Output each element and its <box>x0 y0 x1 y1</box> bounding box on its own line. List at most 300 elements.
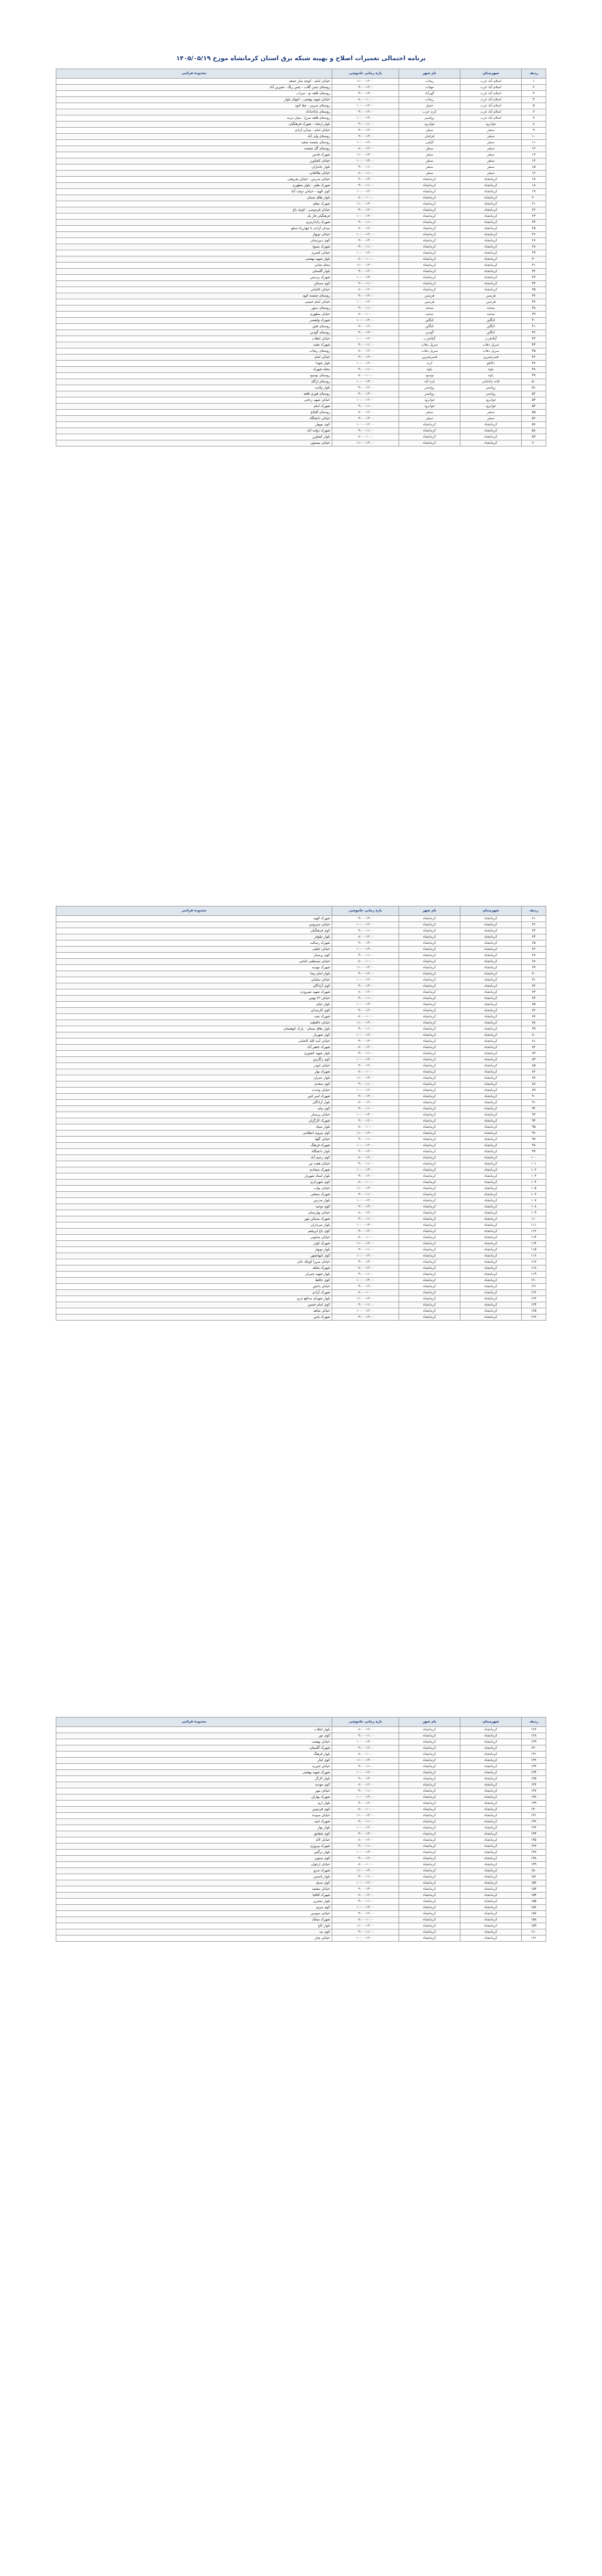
outage-time-cell: ۰۹:۰۰-۱۱:۰۰ <box>332 1051 399 1057</box>
row-number-cell: ۸۷ <box>522 1075 546 1081</box>
county-cell: کرمانشاه <box>460 195 522 201</box>
table-body <box>56 1727 546 1942</box>
row-number-cell: ۶ <box>522 109 546 115</box>
area-cell: خیابان بنفشه <box>56 1886 332 1893</box>
row-number-cell: ۲۰ <box>522 195 546 201</box>
row-number-cell: ۳۶ <box>522 293 546 299</box>
county-cell: کرمانشاه <box>460 1229 522 1235</box>
county-cell: سرپل ذهاب <box>460 348 522 355</box>
county-cell: کرمانشاه <box>460 1032 522 1039</box>
row-number-cell: ۱۴۴ <box>522 1831 546 1837</box>
table-row <box>56 355 546 361</box>
row-number-cell: ۴۵ <box>522 348 546 355</box>
row-number-cell: ۸۴ <box>522 1057 546 1063</box>
city-cell: کرمانشاه <box>399 1198 460 1204</box>
row-number-cell: ۲۴ <box>522 220 546 226</box>
county-cell: کرمانشاه <box>460 281 522 287</box>
table-row <box>56 397 546 404</box>
table-row <box>56 940 546 947</box>
city-cell: کرمانشاه <box>399 1929 460 1935</box>
area-cell: بلوار ارشاد - شهرک فرهنگیان <box>56 122 332 128</box>
row-number-cell: ۱۶ <box>522 171 546 177</box>
county-cell: سنقر <box>460 416 522 422</box>
row-number-cell: ۶۷ <box>522 953 546 959</box>
row-number-cell: ۳۱ <box>522 263 546 269</box>
area-cell: خیابان کشاورز <box>56 158 332 164</box>
row-number-cell: ۳۴ <box>522 281 546 287</box>
county-cell: کرمانشاه <box>460 1222 522 1229</box>
row-number-cell: ۱۲۶ <box>522 1314 546 1321</box>
area-cell: خیابان دانش <box>56 1284 332 1290</box>
table-row <box>56 1131 546 1137</box>
table-row <box>56 1002 546 1008</box>
outage-time-cell: ۰۸:۰۰-۱۲:۰۰ <box>332 1100 399 1106</box>
table-row <box>56 1210 546 1216</box>
outage-time-cell: ۰۹:۰۰-۱۱:۰۰ <box>332 1302 399 1308</box>
county-cell: کرمانشاه <box>460 1106 522 1112</box>
table-row <box>56 379 546 385</box>
outage-time-cell: ۰۸:۰۰-۱۰:۰۰ <box>332 1290 399 1296</box>
outage-time-cell: ۰۸:۰۰-۱۲:۰۰ <box>332 1265 399 1272</box>
row-number-cell: ۶۳ <box>522 928 546 934</box>
city-cell: کرمانشاه <box>399 1917 460 1923</box>
row-number-cell: ۷۲ <box>522 983 546 989</box>
city-cell: کرمانشاه <box>399 1308 460 1314</box>
outage-time-cell: ۱۰:۰۰-۱۲:۰۰ <box>332 1770 399 1776</box>
row-number-cell: ۵۴ <box>522 404 546 410</box>
row-number-cell: ۱۵۰ <box>522 1868 546 1874</box>
row-number-cell: ۱۵۷ <box>522 1911 546 1917</box>
row-number-cell: ۵۷ <box>522 422 546 428</box>
outage-time-cell: ۱۰:۰۰-۱۴:۰۰ <box>332 1905 399 1911</box>
row-number-cell: ۱۴۸ <box>522 1856 546 1862</box>
row-number-cell: ۱۱۷ <box>522 1259 546 1265</box>
county-cell: روانسر <box>460 385 522 391</box>
county-cell: کرمانشاه <box>460 263 522 269</box>
city-cell: کرمانشاه <box>399 1813 460 1819</box>
area-cell: کوی زاگرس <box>56 1057 332 1063</box>
county-cell: سنقر <box>460 171 522 177</box>
row-number-cell: ۲۷ <box>522 238 546 244</box>
outage-time-cell: ۰۹:۰۰-۱۱:۰۰ <box>332 428 399 434</box>
outage-table <box>56 1717 546 1942</box>
table-row <box>56 1893 546 1899</box>
row-number-cell: ۱۷ <box>522 177 546 183</box>
table-header-row <box>56 1718 546 1727</box>
county-cell: کرمانشاه <box>460 1776 522 1782</box>
county-cell: هرسین <box>460 293 522 299</box>
table-row <box>56 164 546 171</box>
row-number-cell: ۸۱ <box>522 1039 546 1045</box>
outage-time-cell: ۰۹:۰۰-۱۱:۰۰ <box>332 1026 399 1032</box>
table-row <box>56 115 546 122</box>
outage-time-cell: ۱۱:۰۰-۱۳:۰۰ <box>332 965 399 971</box>
row-number-cell: ۱۵ <box>522 164 546 171</box>
county-cell: کرمانشاه <box>460 238 522 244</box>
outage-time-cell: ۰۹:۰۰-۱۱:۰۰ <box>332 1137 399 1143</box>
city-cell: کرمانشاه <box>399 1180 460 1186</box>
table-row <box>56 195 546 201</box>
outage-time-cell: ۰۹:۰۰-۱۲:۰۰ <box>332 971 399 977</box>
county-cell: کرمانشاه <box>460 989 522 996</box>
area-cell: خیابان آیت الله کاشانی <box>56 1039 332 1045</box>
area-cell: شهرک صنعتی <box>56 1192 332 1198</box>
city-cell: سنقر <box>399 416 460 422</box>
county-cell: کرمانشاه <box>460 1831 522 1837</box>
table-row <box>56 1284 546 1290</box>
table-row <box>56 367 546 373</box>
table-row <box>56 348 546 355</box>
table-row <box>56 152 546 158</box>
county-cell: کرمانشاه <box>460 1094 522 1100</box>
table-row <box>56 1807 546 1813</box>
county-cell: سرپل ذهاب <box>460 342 522 348</box>
table-row <box>56 947 546 953</box>
table-row <box>56 1868 546 1874</box>
outage-time-cell: ۰۹:۰۰-۱۲:۰۰ <box>332 1856 399 1862</box>
area-cell: خیابان سلمان <box>56 977 332 983</box>
row-number-cell: ۹۶ <box>522 1131 546 1137</box>
county-cell: کرمانشاه <box>460 1794 522 1801</box>
county-cell: کرمانشاه <box>460 1856 522 1862</box>
area-cell: فرهنگیان فاز یک <box>56 214 332 220</box>
table-row <box>56 434 546 440</box>
county-cell: پاوه <box>460 373 522 379</box>
county-cell: کرمانشاه <box>460 1911 522 1917</box>
table-row <box>56 1302 546 1308</box>
area-cell: شهرک ولیعصر <box>56 318 332 324</box>
table-row <box>56 965 546 971</box>
outage-time-cell: ۱۰:۰۰-۱۲:۰۰ <box>332 361 399 367</box>
area-cell: میدان آزادی تا چهارراه سیلو <box>56 226 332 232</box>
county-cell: کرمانشاه <box>460 1180 522 1186</box>
area-cell: کوی پیام <box>56 1106 332 1112</box>
outage-time-cell: ۰۸:۰۰-۱۰:۰۰ <box>332 1180 399 1186</box>
table-row <box>56 146 546 152</box>
document-page-3 <box>56 1717 546 1942</box>
county-cell: پاوه <box>460 367 522 373</box>
row-number-cell: ۵۸ <box>522 428 546 434</box>
header-area: محدوده قرائتی <box>56 906 332 916</box>
city-cell: کرمانشاه <box>399 1216 460 1222</box>
row-number-cell: ۱۴۵ <box>522 1837 546 1844</box>
city-cell: کرمانشاه <box>399 428 460 434</box>
outage-time-cell: ۰۹:۰۰-۱۱:۰۰ <box>332 996 399 1002</box>
outage-time-cell: ۰۸:۰۰-۱۰:۰۰ <box>332 373 399 379</box>
county-cell: سنقر <box>460 152 522 158</box>
table-row <box>56 287 546 293</box>
area-cell: خیابان شهید بهشتی - انتهای بلوار <box>56 97 332 103</box>
city-cell: کرمانشاه <box>399 1259 460 1265</box>
city-cell: کرمانشاه <box>399 1149 460 1155</box>
city-cell: سنقر <box>399 128 460 134</box>
row-number-cell: ۱۴ <box>522 158 546 164</box>
area-cell: شهرک پردیس <box>56 275 332 281</box>
city-cell: هرسین <box>399 299 460 305</box>
row-number-cell: ۸ <box>522 122 546 128</box>
area-cell: خیابان امام - کوچه نماز جمعه <box>56 79 332 85</box>
outage-time-cell: ۰۹:۰۰-۱۱:۰۰ <box>332 1161 399 1167</box>
city-cell: کرمانشاه <box>399 1161 460 1167</box>
table-row <box>56 122 546 128</box>
county-cell: کرمانشاه <box>460 1235 522 1241</box>
outage-time-cell: ۱۱:۰۰-۱۳:۰۰ <box>332 1020 399 1026</box>
outage-time-cell: ۱۱:۰۰-۱۳:۰۰ <box>332 201 399 207</box>
header-city: نام شهر <box>399 69 460 79</box>
city-cell: کرمانشاه <box>399 1020 460 1026</box>
area-cell: خیابان امام خمینی <box>56 299 332 305</box>
table-row <box>56 336 546 342</box>
city-cell: کرمانشاه <box>399 965 460 971</box>
city-cell: کرمانشاه <box>399 928 460 934</box>
outage-time-cell: ۱۰:۰۰-۱۲:۰۰ <box>332 232 399 238</box>
area-cell: بلوار شهید کشوری <box>56 1051 332 1057</box>
city-cell: کرمانشاه <box>399 1247 460 1253</box>
outage-time-cell: ۰۹:۰۰-۱۲:۰۰ <box>332 1008 399 1014</box>
area-cell: کوی سنبل <box>56 1880 332 1886</box>
outage-time-cell: ۰۹:۰۰-۱۱:۰۰ <box>332 1819 399 1825</box>
city-cell: کرمانشاه <box>399 934 460 940</box>
city-cell: کرمانشاه <box>399 983 460 989</box>
outage-time-cell: ۰۹:۰۰-۱۳:۰۰ <box>332 391 399 397</box>
table-row <box>56 1057 546 1063</box>
county-cell: کرمانشاه <box>460 1880 522 1886</box>
county-cell: کرمانشاه <box>460 1825 522 1831</box>
outage-time-cell: ۰۹:۰۰-۱۳:۰۰ <box>332 1149 399 1155</box>
table-row <box>56 1180 546 1186</box>
row-number-cell: ۳۹ <box>522 312 546 318</box>
row-number-cell: ۲ <box>522 85 546 91</box>
area-cell: شهرک سرو <box>56 1868 332 1874</box>
area-cell: خیابان دانشگاه <box>56 416 332 422</box>
row-number-cell: ۴ <box>522 97 546 103</box>
outage-time-cell: ۱۰:۰۰-۱۲:۰۰ <box>332 1825 399 1831</box>
outage-time-cell: ۰۹:۰۰-۱۱:۰۰ <box>332 1788 399 1794</box>
county-cell: اسلام آباد غرب <box>460 79 522 85</box>
row-number-cell: ۱۲۲ <box>522 1290 546 1296</box>
county-cell: کرمانشاه <box>460 422 522 428</box>
table-row <box>56 391 546 397</box>
city-cell: کرمانشاه <box>399 1284 460 1290</box>
county-cell: صحنه <box>460 312 522 318</box>
area-cell: شهرک معلم <box>56 201 332 207</box>
city-cell: کرمانشاه <box>399 1905 460 1911</box>
row-number-cell: ۱۱۸ <box>522 1265 546 1272</box>
table-row <box>56 1886 546 1893</box>
row-number-cell: ۷۴ <box>522 996 546 1002</box>
county-cell: کرمانشاه <box>460 1051 522 1057</box>
county-cell: کرمانشاه <box>460 1253 522 1259</box>
table-row <box>56 1186 546 1192</box>
city-cell: کرمانشاه <box>399 232 460 238</box>
county-cell: کرمانشاه <box>460 1100 522 1106</box>
table-row <box>56 1801 546 1807</box>
county-cell: کرمانشاه <box>460 1819 522 1825</box>
table-row <box>56 1118 546 1124</box>
header-area: محدوده قرائتی <box>56 69 332 79</box>
county-cell: کرمانشاه <box>460 250 522 256</box>
city-cell: صحنه <box>399 305 460 312</box>
county-cell: کرمانشاه <box>460 275 522 281</box>
city-cell: کرمانشاه <box>399 177 460 183</box>
city-cell: کرمانشاه <box>399 1807 460 1813</box>
outage-time-cell: ۱۱:۰۰-۱۳:۰۰ <box>332 152 399 158</box>
table-row <box>56 1149 546 1155</box>
row-number-cell: ۱۰۴ <box>522 1180 546 1186</box>
area-cell: شهرک آزادی <box>56 1290 332 1296</box>
city-cell: کرمانشاه <box>399 1837 460 1844</box>
row-number-cell: ۱۴۶ <box>522 1844 546 1850</box>
area-cell: کوی فردوس <box>56 1807 332 1813</box>
table-row <box>56 1045 546 1051</box>
table-row <box>56 312 546 318</box>
outage-time-cell: ۰۹:۰۰-۱۲:۰۰ <box>332 1801 399 1807</box>
county-cell: کرمانشاه <box>460 177 522 183</box>
city-cell: کرمانشاه <box>399 1063 460 1069</box>
city-cell: کرمانشاه <box>399 940 460 947</box>
row-number-cell: ۷۶ <box>522 1008 546 1014</box>
city-cell: کرمانشاه <box>399 947 460 953</box>
table-row <box>56 220 546 226</box>
city-cell: سرپل ذهاب <box>399 342 460 348</box>
outage-time-cell: ۱۰:۰۰-۱۴:۰۰ <box>332 1850 399 1856</box>
table-row <box>56 1880 546 1886</box>
outage-time-cell: ۱۰:۰۰-۱۴:۰۰ <box>332 1002 399 1008</box>
city-cell: کرمانشاه <box>399 1825 460 1831</box>
outage-time-cell: ۱۰:۰۰-۱۲:۰۰ <box>332 977 399 983</box>
table-body <box>56 916 546 1321</box>
area-cell: خیابان سیروس <box>56 922 332 928</box>
outage-time-cell: ۱۱:۰۰-۱۳:۰۰ <box>332 1296 399 1302</box>
city-cell: کرمانشاه <box>399 183 460 189</box>
outage-time-cell: ۰۹:۰۰-۱۳:۰۰ <box>332 1204 399 1210</box>
table-row <box>56 1088 546 1094</box>
row-number-cell: ۳۷ <box>522 299 546 305</box>
city-cell: کرمانشاه <box>399 1253 460 1259</box>
row-number-cell: ۹۰ <box>522 1094 546 1100</box>
outage-time-cell: ۱۰:۰۰-۱۲:۰۰ <box>332 336 399 342</box>
city-cell: کرمانشاه <box>399 207 460 214</box>
city-cell: فرامان <box>399 134 460 140</box>
area-cell: بلوار شهید چمران <box>56 1272 332 1278</box>
outage-time-cell: ۱۰:۰۰-۱۲:۰۰ <box>332 1253 399 1259</box>
area-cell: شهرک فرهنگ <box>56 1143 332 1149</box>
table-row <box>56 971 546 977</box>
outage-time-cell: ۰۹:۰۰-۱۱:۰۰ <box>332 183 399 189</box>
city-cell: حمیل <box>399 103 460 109</box>
outage-time-cell: ۱۱:۰۰-۱۳:۰۰ <box>332 1075 399 1081</box>
area-cell: کوی نیروی انتظامی <box>56 1131 332 1137</box>
county-cell: اسلام آباد غرب <box>460 97 522 103</box>
area-cell: شهرک بهار <box>56 1069 332 1075</box>
city-cell: کرمانشاه <box>399 1002 460 1008</box>
area-cell: بلوار جانبازان <box>56 164 332 171</box>
outage-time-cell: ۰۸:۰۰-۱۰:۰۰ <box>332 1014 399 1020</box>
county-cell: کرمانشاه <box>460 1308 522 1314</box>
county-cell: کرمانشاه <box>460 1314 522 1321</box>
outage-time-cell: ۰۹:۰۰-۱۳:۰۰ <box>332 91 399 97</box>
table-row <box>56 250 546 256</box>
county-cell: جوانرود <box>460 404 522 410</box>
county-cell: کرمانشاه <box>460 1167 522 1173</box>
area-cell: خیابان سپیده <box>56 1813 332 1819</box>
area-cell: خیابان سوسن <box>56 1911 332 1917</box>
row-number-cell: ۴۰ <box>522 318 546 324</box>
county-cell: سنقر <box>460 146 522 152</box>
table-row <box>56 189 546 195</box>
city-cell: کرمانشاه <box>399 195 460 201</box>
county-cell: کرمانشاه <box>460 1088 522 1094</box>
header-county: شهرستان <box>460 1718 522 1727</box>
area-cell: بلوار گلستان <box>56 269 332 275</box>
row-number-cell: ۴۲ <box>522 330 546 336</box>
outage-time-cell: ۰۹:۰۰-۱۳:۰۰ <box>332 1039 399 1045</box>
table-row <box>56 1026 546 1032</box>
city-cell: کرمانشاه <box>399 226 460 232</box>
county-cell: کرمانشاه <box>460 226 522 232</box>
row-number-cell: ۱۶۰ <box>522 1929 546 1935</box>
area-cell: خیابان مطهری <box>56 312 332 318</box>
county-cell: کرمانشاه <box>460 1186 522 1192</box>
row-number-cell: ۱۲۴ <box>522 1302 546 1308</box>
city-cell: سنقر <box>399 171 460 177</box>
header-row-number: ردیف <box>522 906 546 916</box>
outage-time-cell: ۱۱:۰۰-۱۳:۰۰ <box>332 1868 399 1874</box>
county-cell: کرمانشاه <box>460 928 522 934</box>
outage-time-cell: ۰۹:۰۰-۱۲:۰۰ <box>332 1284 399 1290</box>
table-row <box>56 1253 546 1259</box>
row-number-cell: ۱۵۴ <box>522 1893 546 1899</box>
area-cell: بلوار سرداران <box>56 1222 332 1229</box>
area-cell: کوی سعدی <box>56 1081 332 1088</box>
county-cell: کرمانشاه <box>460 1020 522 1026</box>
area-cell: کوی نور <box>56 1733 332 1739</box>
city-cell: کرمانشاه <box>399 1868 460 1874</box>
county-cell: کرمانشاه <box>460 940 522 947</box>
table-row <box>56 1776 546 1782</box>
county-cell: کرمانشاه <box>460 1124 522 1131</box>
row-number-cell: ۵۲ <box>522 391 546 397</box>
county-cell: کرمانشاه <box>460 1868 522 1874</box>
city-cell: کرمانشاه <box>399 287 460 293</box>
city-cell: کرمانشاه <box>399 1124 460 1131</box>
row-number-cell: ۱۰۲ <box>522 1167 546 1173</box>
county-cell: کرمانشاه <box>460 1302 522 1308</box>
row-number-cell: ۱۳ <box>522 152 546 158</box>
area-cell: روستای گل چشمه <box>56 146 332 152</box>
row-number-cell: ۳۵ <box>522 287 546 293</box>
city-cell: کرمانشاه <box>399 1057 460 1063</box>
table-row <box>56 1014 546 1020</box>
city-cell: جوانرود <box>399 122 460 128</box>
area-cell: خیابان امام <box>56 355 332 361</box>
area-cell: روستای قوری قلعه <box>56 391 332 397</box>
table-row <box>56 1081 546 1088</box>
outage-time-cell: ۱۰:۰۰-۱۲:۰۰ <box>332 1032 399 1039</box>
outage-time-cell: ۰۹:۰۰-۱۲:۰۰ <box>332 1118 399 1124</box>
city-cell: کرمانشاه <box>399 1290 460 1296</box>
county-cell: اسلام آباد غرب <box>460 85 522 91</box>
outage-time-cell: ۰۸:۰۰-۱۱:۰۰ <box>332 171 399 177</box>
row-number-cell: ۸۹ <box>522 1088 546 1094</box>
outage-time-cell: ۱۰:۰۰-۱۴:۰۰ <box>332 158 399 164</box>
city-cell: روانسر <box>399 115 460 122</box>
outage-time-cell: ۰۸:۰۰-۱۰:۰۰ <box>332 1807 399 1813</box>
county-cell: کرمانشاه <box>460 1782 522 1788</box>
row-number-cell: ۸۲ <box>522 1045 546 1051</box>
county-cell: کرمانشاه <box>460 965 522 971</box>
city-cell: کرمانشاه <box>399 959 460 965</box>
